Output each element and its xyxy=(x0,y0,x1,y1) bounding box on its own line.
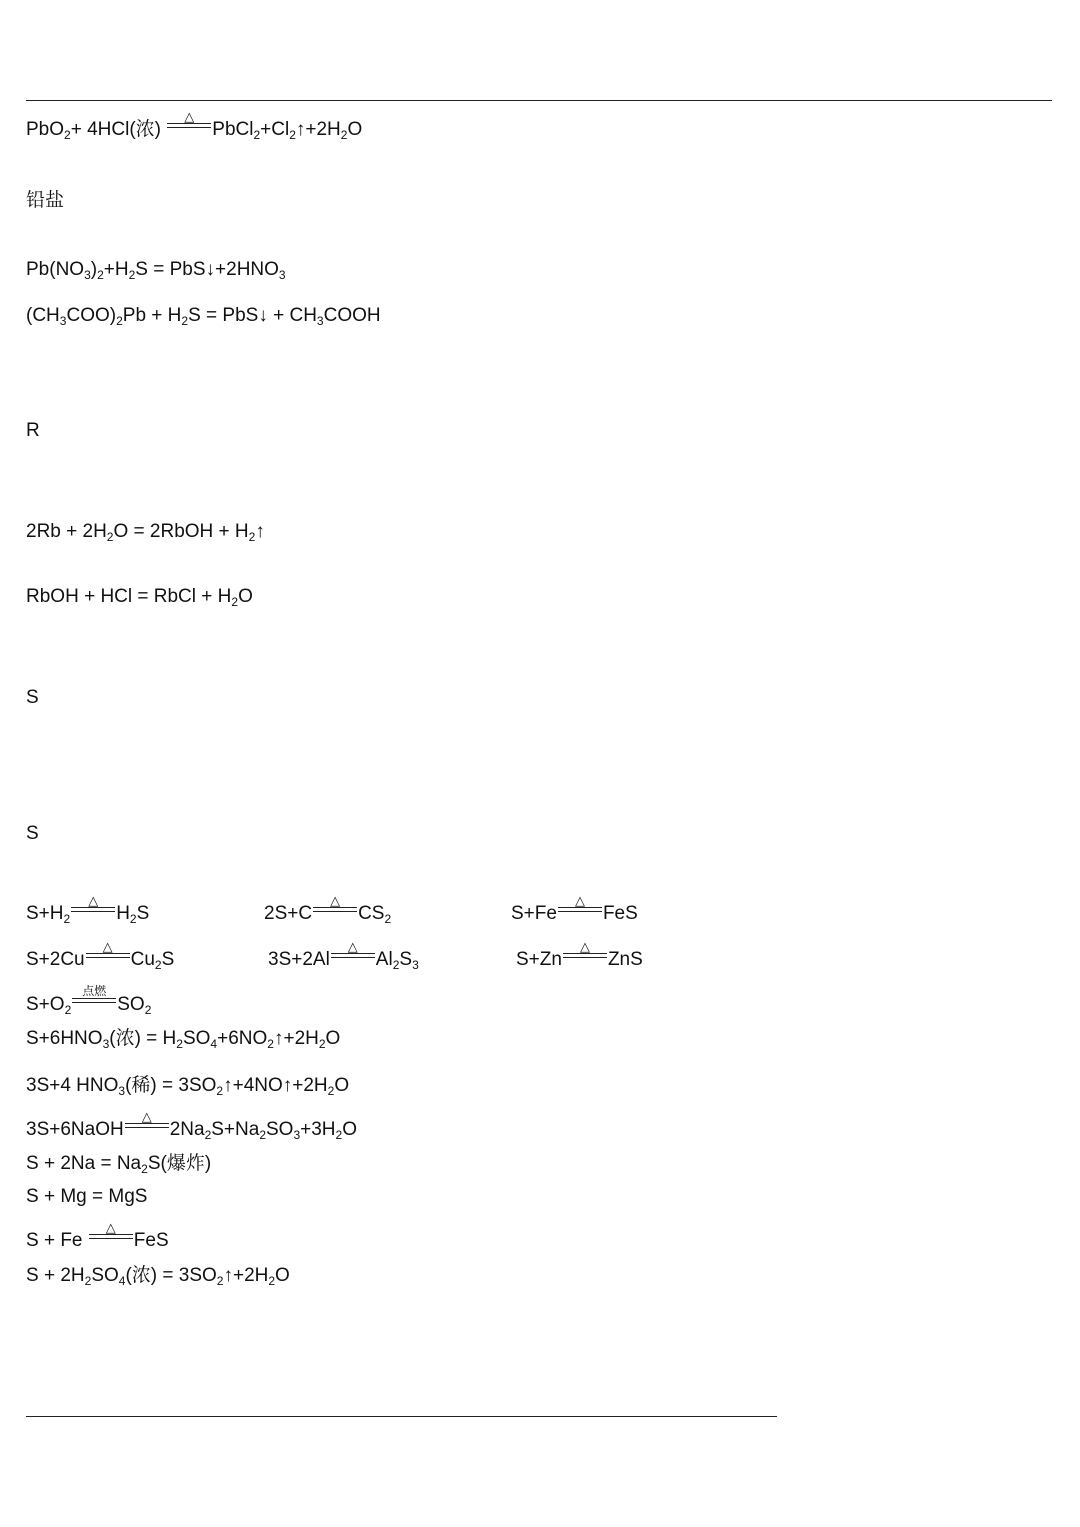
condition-label: △ xyxy=(102,939,113,954)
condition-label: △ xyxy=(141,1109,152,1124)
section-heading-r xyxy=(26,419,40,443)
subscript: 4 xyxy=(210,1037,218,1051)
equation-s-mg xyxy=(26,1185,147,1209)
heat-condition-sign xyxy=(125,1109,169,1132)
formula-text: O xyxy=(325,1028,341,1049)
formula-text: 3S+2Al xyxy=(268,949,330,970)
formula-text: O xyxy=(334,1075,350,1096)
equation-s-h2 xyxy=(26,893,150,931)
equation-s-na xyxy=(26,1152,211,1181)
section-heading-s-2 xyxy=(26,822,39,846)
formula-text: S+O xyxy=(26,994,65,1015)
formula-text: O xyxy=(238,586,253,607)
formula-text: S xyxy=(26,823,39,844)
condition-label: △ xyxy=(184,109,195,124)
equation-s-dilute-hno3 xyxy=(26,1074,349,1103)
subscript: 2 xyxy=(154,958,162,972)
formula-text: COOH xyxy=(323,305,381,326)
equation-s-zn xyxy=(516,939,643,972)
formula-text: O xyxy=(347,119,363,140)
formula-text: Al xyxy=(375,949,393,970)
subscript: 2 xyxy=(116,314,123,328)
subscript: 2 xyxy=(392,958,400,972)
formula-text: H xyxy=(116,903,130,924)
formula-text: (浓) = 3SO xyxy=(125,1265,217,1286)
subscript: 3 xyxy=(118,1084,126,1098)
formula-text: S = PbS↓+2HNO xyxy=(135,259,279,280)
condition-label: 点燃 xyxy=(82,984,107,998)
formula-text: (浓) = H xyxy=(109,1028,177,1049)
subscript: 2 xyxy=(268,1274,276,1288)
subscript: 2 xyxy=(64,128,71,142)
section-heading-s xyxy=(26,686,39,710)
formula-text: S xyxy=(161,949,175,970)
formula-text: +3H xyxy=(300,1119,336,1140)
formula-text: S xyxy=(136,903,150,924)
formula-text: S + Fe xyxy=(26,1230,88,1251)
subscript: 2 xyxy=(181,314,189,328)
formula-text: +Cl xyxy=(260,119,290,140)
formula-text: R xyxy=(26,420,40,441)
formula-text: O = 2RbOH + H xyxy=(113,521,249,542)
formula-text: ↑+4NO↑+2H xyxy=(223,1075,328,1096)
subscript: 3 xyxy=(278,268,286,282)
subscript: 2 xyxy=(63,912,71,926)
subscript: 2 xyxy=(128,268,136,282)
subscript: 3 xyxy=(59,314,67,328)
formula-text: S + 2Na = Na xyxy=(26,1153,142,1174)
subscript: 3 xyxy=(316,314,324,328)
formula-text: S xyxy=(26,687,39,708)
formula-text: Pb + H xyxy=(122,305,182,326)
formula-text: S(爆炸) xyxy=(147,1153,212,1174)
equation-s-fe-heat xyxy=(26,1220,169,1253)
subscript: 4 xyxy=(118,1274,126,1288)
formula-text: SO xyxy=(91,1265,119,1286)
subscript: 2 xyxy=(335,1128,343,1142)
subscript: 2 xyxy=(176,1037,183,1051)
formula-text: CS xyxy=(358,903,385,924)
heat-condition-sign xyxy=(313,893,357,916)
formula-text: +6NO xyxy=(217,1028,268,1049)
subscript: 3 xyxy=(412,958,419,972)
formula-text: SO xyxy=(182,1028,211,1049)
formula-text: COO) xyxy=(66,305,117,326)
formula-text: (CH xyxy=(26,305,60,326)
subscript: 2 xyxy=(84,1274,92,1288)
equation-s-fe xyxy=(511,893,638,926)
formula-text: SO xyxy=(266,1119,294,1140)
equation-s-al xyxy=(268,939,419,977)
subscript: 3 xyxy=(293,1128,301,1142)
formula-text: 2Na xyxy=(169,1119,205,1140)
bottom-divider xyxy=(26,1416,777,1417)
subscript: 2 xyxy=(289,128,296,142)
subscript: 2 xyxy=(129,912,137,926)
formula-text: RbOH + HCl = RbCl + H xyxy=(26,586,232,607)
formula-text: FeS xyxy=(602,903,638,924)
condition-label: △ xyxy=(347,939,358,954)
section-heading-lead-salts xyxy=(26,189,64,213)
formula-text: O xyxy=(275,1265,290,1286)
formula-text: ↑+2H xyxy=(273,1028,319,1049)
formula-text: S + 2H xyxy=(26,1265,85,1286)
formula-text: Pb(NO xyxy=(26,259,85,280)
formula-text: +H xyxy=(103,259,129,280)
formula-text: 2Rb + 2H xyxy=(26,521,107,542)
condition-label: △ xyxy=(574,893,585,908)
formula-text: O xyxy=(342,1119,357,1140)
heat-condition-sign xyxy=(86,939,130,962)
subscript: 2 xyxy=(144,1003,152,1017)
formula-text: S = PbS↓ + CH xyxy=(188,305,317,326)
subscript: 2 xyxy=(253,128,261,142)
formula-text: Cu xyxy=(130,949,155,970)
formula-text: 3S+4 HNO xyxy=(26,1075,119,1096)
heat-condition-sign xyxy=(558,893,602,916)
top-divider xyxy=(26,100,1052,101)
subscript: 2 xyxy=(384,912,392,926)
formula-text: + 4HCl(浓) xyxy=(70,119,167,140)
formula-text: 铅盐 xyxy=(26,190,65,211)
subscript: 2 xyxy=(231,595,239,609)
formula-text: ZnS xyxy=(607,949,643,970)
subscript: 2 xyxy=(64,1003,72,1017)
equation-pb-nitrate-h2s xyxy=(26,258,286,287)
subscript: 2 xyxy=(216,1084,224,1098)
formula-text: PbO xyxy=(26,119,65,140)
formula-text: S+Fe xyxy=(511,903,557,924)
condition-label: △ xyxy=(579,939,590,954)
subscript: 3 xyxy=(84,268,91,282)
heat-condition-sign xyxy=(71,893,115,916)
formula-text: PbCl xyxy=(212,119,254,140)
subscript: 2 xyxy=(259,1128,266,1142)
subscript: 2 xyxy=(318,1037,326,1051)
formula-text: S + Mg = MgS xyxy=(26,1186,148,1207)
equation-pbo2-hcl xyxy=(26,109,363,147)
heat-condition-sign xyxy=(167,109,211,132)
condition-label: △ xyxy=(330,893,341,908)
formula-text: (稀) = 3SO xyxy=(125,1075,217,1096)
formula-text: 2S+C xyxy=(264,903,313,924)
subscript: 2 xyxy=(106,530,114,544)
subscript: 2 xyxy=(97,268,104,282)
subscript: 2 xyxy=(204,1128,212,1142)
subscript: 2 xyxy=(267,1037,274,1051)
ignition-condition-sign xyxy=(72,984,116,1007)
equation-s-cu xyxy=(26,939,175,977)
formula-text: ↑+2H xyxy=(295,119,341,140)
formula-text: S+Zn xyxy=(516,949,562,970)
formula-text: S+Na xyxy=(211,1119,260,1140)
equation-rb-water xyxy=(26,520,265,549)
subscript: 2 xyxy=(216,1274,224,1288)
equation-s-o2 xyxy=(26,984,152,1022)
formula-text: ↑+2H xyxy=(223,1265,269,1286)
formula-text: 3S+6NaOH xyxy=(26,1119,124,1140)
formula-text: S+6HNO xyxy=(26,1028,103,1049)
condition-label: △ xyxy=(105,1220,116,1235)
formula-text: FeS xyxy=(133,1230,169,1251)
equation-s-c xyxy=(264,893,392,931)
subscript: 2 xyxy=(248,530,256,544)
heat-condition-sign xyxy=(89,1220,133,1243)
formula-text: S+H xyxy=(26,903,64,924)
equation-s-naoh xyxy=(26,1109,357,1147)
formula-text: SO xyxy=(117,994,145,1015)
equation-rboh-hcl xyxy=(26,585,253,614)
subscript: 2 xyxy=(141,1162,148,1176)
subscript: 2 xyxy=(340,128,348,142)
condition-label: △ xyxy=(88,893,99,908)
formula-text: S+2Cu xyxy=(26,949,85,970)
subscript: 2 xyxy=(327,1084,335,1098)
formula-text: ) xyxy=(90,259,98,280)
equation-lead-acetate-h2s xyxy=(26,304,381,333)
formula-text: ↑ xyxy=(255,521,265,542)
equation-s-conc-hno3 xyxy=(26,1027,340,1056)
heat-condition-sign xyxy=(563,939,607,962)
equation-s-conc-h2so4 xyxy=(26,1264,290,1293)
subscript: 3 xyxy=(102,1037,110,1051)
formula-text: S xyxy=(399,949,413,970)
heat-condition-sign xyxy=(331,939,375,962)
